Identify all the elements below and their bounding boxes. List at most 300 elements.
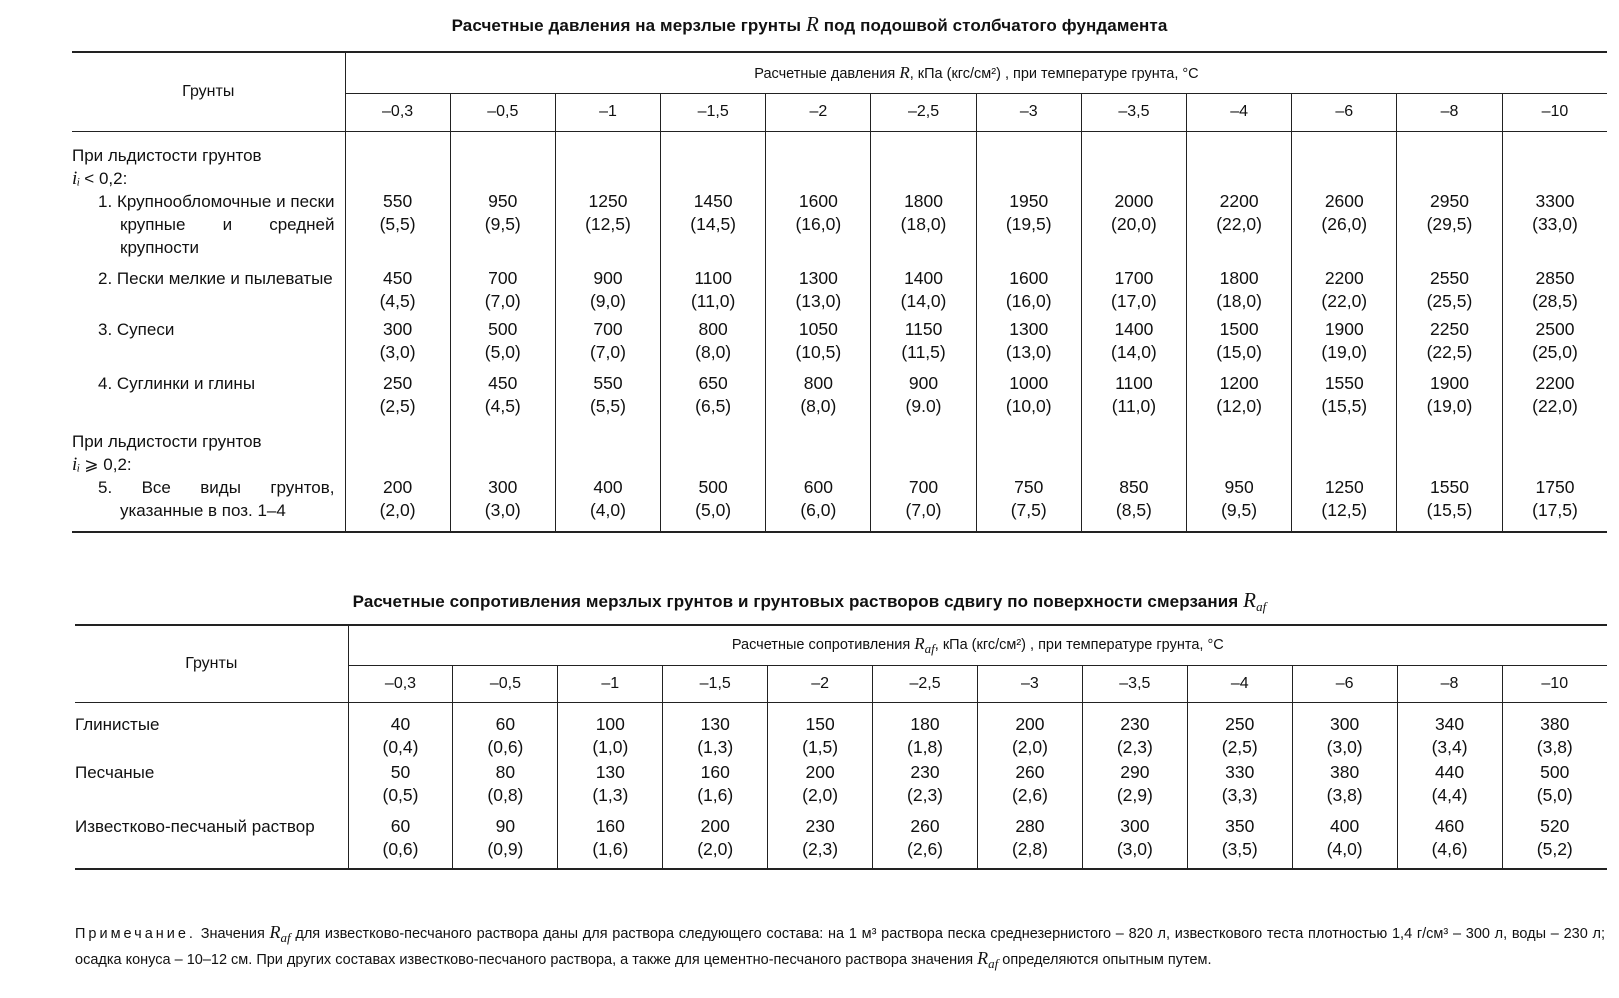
table-row xyxy=(75,759,1607,813)
value-kgs: (3,4) xyxy=(1431,736,1468,757)
value-kgs: (16,0) xyxy=(795,213,842,234)
group-row xyxy=(72,131,1607,190)
value-kpa: 1900 xyxy=(1324,318,1364,339)
value-kpa: 60 xyxy=(495,713,516,734)
value-kgs: (2,5) xyxy=(379,395,416,416)
value-kpa: 2550 xyxy=(1430,267,1469,288)
value-kpa: 2200 xyxy=(1324,267,1364,288)
value-kpa: 1000 xyxy=(1009,372,1049,393)
value-cell xyxy=(450,318,555,372)
value-kgs: (33,0) xyxy=(1532,213,1578,234)
table1-title-text: Расчетные давления на мерзлые грунты xyxy=(451,16,802,35)
table1-temp-header: –3 xyxy=(976,93,1081,131)
value-kgs: (14,5) xyxy=(690,213,737,234)
value-cell xyxy=(450,263,555,318)
value-cell xyxy=(871,372,976,424)
empty-cell xyxy=(871,131,976,190)
value-kpa: 380 xyxy=(1540,713,1570,734)
value-cell xyxy=(1502,813,1607,869)
value-kpa: 1250 xyxy=(588,190,628,211)
value-kgs: (16,0) xyxy=(1005,290,1052,311)
table1-temp-header: –2,5 xyxy=(871,93,976,131)
value-cell xyxy=(1502,702,1607,759)
value-cell xyxy=(1502,318,1607,372)
table2-temp-header: –8 xyxy=(1397,665,1502,702)
value-cell xyxy=(976,318,1081,372)
table1-temp-header: –1 xyxy=(555,93,660,131)
value-kgs: (3,0) xyxy=(379,341,416,362)
value-cell xyxy=(1187,318,1292,372)
value-kpa: 700 xyxy=(593,318,623,339)
value-cell xyxy=(1187,759,1292,813)
note-symbol: R xyxy=(269,922,281,942)
value-kgs: (4,5) xyxy=(379,290,416,311)
table2-title xyxy=(0,588,1619,615)
row-label xyxy=(72,190,345,263)
row-label-text: Глинистые xyxy=(75,714,160,734)
value-kgs: (0,9) xyxy=(487,838,524,859)
value-kpa: 260 xyxy=(910,815,940,836)
note-symbol-sub: af xyxy=(280,930,291,945)
value-cell xyxy=(1292,476,1397,532)
value-kpa: 1800 xyxy=(904,190,943,211)
value-kpa: 300 xyxy=(1120,815,1150,836)
value-kpa: 1300 xyxy=(798,267,838,288)
value-cell xyxy=(1081,476,1186,532)
table2-temp-header: –2,5 xyxy=(873,665,978,702)
value-cell xyxy=(345,190,450,263)
table2-temp-header: –0,5 xyxy=(453,665,558,702)
value-kgs: (11,5) xyxy=(901,341,946,362)
value-cell xyxy=(555,476,660,532)
value-kpa: 300 xyxy=(1330,713,1360,734)
empty-cell xyxy=(871,424,976,476)
empty-cell xyxy=(1292,424,1397,476)
value-kgs: (18,0) xyxy=(900,213,947,234)
empty-cell xyxy=(450,131,555,190)
value-kgs: (4,0) xyxy=(589,499,626,520)
value-kgs: (2,3) xyxy=(907,784,944,805)
value-kpa: 550 xyxy=(382,190,413,211)
group-label-line2 xyxy=(72,167,345,190)
value-cell xyxy=(768,759,873,813)
value-kpa: 1950 xyxy=(1009,190,1049,211)
value-kpa: 1600 xyxy=(798,190,838,211)
value-kgs: (4,5) xyxy=(484,395,521,416)
value-kgs: (1,0) xyxy=(592,736,629,757)
table1-temp-header: –4 xyxy=(1187,93,1292,131)
value-cell xyxy=(661,318,766,372)
value-kpa: 1550 xyxy=(1430,476,1469,497)
value-cell xyxy=(661,476,766,532)
value-kgs: (4,4) xyxy=(1431,784,1468,805)
empty-cell xyxy=(555,131,660,190)
value-kgs: (1,3) xyxy=(697,736,734,757)
note-text-1: Значения xyxy=(200,926,265,942)
table1-header-post: , кПа (кгс/см²) , при температуре грунта, °С xyxy=(909,65,1199,82)
value-kgs: (25,5) xyxy=(1426,290,1473,311)
value-kgs: (10,0) xyxy=(1005,395,1052,416)
value-cell xyxy=(1397,759,1502,813)
value-kgs: (8,5) xyxy=(1115,499,1152,520)
value-kpa: 150 xyxy=(805,713,835,734)
value-cell xyxy=(453,813,558,869)
value-kgs: (26,0) xyxy=(1321,213,1368,234)
value-kgs: (2,3) xyxy=(802,838,839,859)
value-kgs: (5,0) xyxy=(1536,784,1573,805)
value-kgs: (11,0) xyxy=(690,290,736,311)
value-kgs: (3,3) xyxy=(1221,784,1258,805)
value-kpa: 3300 xyxy=(1535,190,1575,211)
row-label xyxy=(72,263,345,318)
value-cell xyxy=(345,318,450,372)
value-kpa: 400 xyxy=(1330,815,1360,836)
value-kgs: (1,6) xyxy=(592,838,629,859)
value-kgs: (3,5) xyxy=(1221,838,1258,859)
value-kgs: (2,0) xyxy=(1011,736,1048,757)
value-kgs: (8,0) xyxy=(800,395,837,416)
value-cell xyxy=(1292,263,1397,318)
value-cell xyxy=(1187,702,1292,759)
value-kpa: 1200 xyxy=(1219,372,1259,393)
value-cell xyxy=(450,476,555,532)
value-cell xyxy=(1187,813,1292,869)
table1-title-symbol: R xyxy=(806,12,819,36)
value-cell xyxy=(871,318,976,372)
value-cell xyxy=(661,263,766,318)
empty-cell xyxy=(661,424,766,476)
table1-temp-header: –0,5 xyxy=(450,93,555,131)
table1-header-main xyxy=(345,52,1607,93)
value-kgs: (19,0) xyxy=(1321,341,1368,362)
value-kpa: 700 xyxy=(908,476,939,497)
value-cell xyxy=(768,813,873,869)
value-kpa: 230 xyxy=(910,761,940,782)
table-row xyxy=(72,318,1607,372)
row-label-text: Известково-песчаный раствор xyxy=(75,816,315,836)
row-label-text: 4. Суглинки и глины xyxy=(98,373,256,393)
value-kpa: 1750 xyxy=(1535,476,1575,497)
table2-temp-header: –6 xyxy=(1292,665,1397,702)
table1-temp-header: –2 xyxy=(766,93,871,131)
value-kgs: (2,0) xyxy=(697,838,734,859)
table-row xyxy=(72,372,1607,424)
value-cell xyxy=(873,759,978,813)
value-cell xyxy=(558,702,663,759)
value-kpa: 90 xyxy=(495,815,516,836)
value-cell xyxy=(1081,190,1186,263)
value-kpa: 1250 xyxy=(1324,476,1364,497)
note xyxy=(75,922,1605,974)
value-kgs: (12,0) xyxy=(1216,395,1262,416)
value-kpa: 500 xyxy=(1540,761,1570,782)
value-kgs: (7,5) xyxy=(1010,499,1047,520)
table2-title-sub: af xyxy=(1256,599,1267,614)
value-kgs: (1,6) xyxy=(697,784,734,805)
row-label xyxy=(75,702,348,759)
table1-temp-header: –6 xyxy=(1292,93,1397,131)
value-cell xyxy=(1081,372,1186,424)
value-kgs: (7,0) xyxy=(589,341,626,362)
value-kpa: 520 xyxy=(1540,815,1570,836)
row-label xyxy=(75,759,348,813)
value-cell xyxy=(661,190,766,263)
value-cell xyxy=(453,702,558,759)
value-kgs: (1,8) xyxy=(907,736,944,757)
value-cell xyxy=(558,813,663,869)
value-kgs: (9,5) xyxy=(1221,499,1258,520)
value-kpa: 1100 xyxy=(694,267,732,288)
value-kpa: 330 xyxy=(1225,761,1255,782)
value-cell xyxy=(1397,372,1502,424)
value-kpa: 300 xyxy=(488,476,518,497)
value-kgs: (2,0) xyxy=(802,784,839,805)
value-kpa: 350 xyxy=(1225,815,1255,836)
value-cell xyxy=(663,759,768,813)
table2-header-symbol: R xyxy=(914,633,925,653)
value-cell xyxy=(555,372,660,424)
value-kpa: 650 xyxy=(698,372,728,393)
value-kgs: (12,5) xyxy=(585,213,631,234)
value-cell xyxy=(976,263,1081,318)
group-label-symbol: iᵢ xyxy=(72,453,81,475)
table-row xyxy=(75,813,1607,869)
value-kpa: 900 xyxy=(908,372,939,393)
value-cell xyxy=(977,813,1082,869)
table2-temp-header: –1,5 xyxy=(663,665,768,702)
value-kpa: 280 xyxy=(1015,815,1045,836)
table2-header-sub: af xyxy=(924,640,935,656)
row-label xyxy=(72,318,345,372)
value-kpa: 2500 xyxy=(1535,318,1575,339)
table2-temp-header: –3 xyxy=(977,665,1082,702)
value-cell xyxy=(1082,759,1187,813)
value-kpa: 1800 xyxy=(1219,267,1259,288)
value-cell xyxy=(1502,759,1607,813)
value-cell xyxy=(1187,190,1292,263)
value-kgs: (4,0) xyxy=(1326,838,1363,859)
value-kgs: (18,0) xyxy=(1216,290,1262,311)
value-kgs: (4,6) xyxy=(1431,838,1468,859)
value-kgs: (28,5) xyxy=(1532,290,1578,311)
value-kpa: 1550 xyxy=(1324,372,1364,393)
value-cell xyxy=(1187,263,1292,318)
row-label xyxy=(75,813,348,869)
empty-cell xyxy=(1292,131,1397,190)
value-kpa: 600 xyxy=(803,476,833,497)
value-kgs: (9,0) xyxy=(589,290,626,311)
empty-cell xyxy=(1502,131,1607,190)
table2-temp-header: –1 xyxy=(558,665,663,702)
value-kpa: 450 xyxy=(488,372,518,393)
value-cell xyxy=(1292,759,1397,813)
value-kgs: (15,0) xyxy=(1216,341,1262,362)
value-cell xyxy=(1082,702,1187,759)
row-label-text: 5. Все виды грунтов, указанные в поз. 1–4 xyxy=(98,477,335,520)
empty-cell xyxy=(1502,424,1607,476)
value-kpa: 440 xyxy=(1434,761,1465,782)
empty-cell xyxy=(450,424,555,476)
empty-cell xyxy=(766,131,871,190)
value-kgs: (2,8) xyxy=(1011,838,1048,859)
table-row xyxy=(72,263,1607,318)
value-cell xyxy=(873,813,978,869)
table1-header-pre: Расчетные давления xyxy=(754,65,896,82)
value-kpa: 300 xyxy=(382,318,413,339)
value-kgs: (9.0) xyxy=(905,395,942,416)
value-kpa: 40 xyxy=(390,713,411,734)
value-kpa: 2950 xyxy=(1430,190,1469,211)
table1-temp-header: –8 xyxy=(1397,93,1502,131)
value-kgs: (10,5) xyxy=(795,341,842,362)
value-cell xyxy=(873,702,978,759)
value-cell xyxy=(453,759,558,813)
table1-title-text-end: под подошвой столбчатого фундамента xyxy=(823,16,1168,35)
value-kpa: 100 xyxy=(595,713,625,734)
row-label-text: Песчаные xyxy=(75,762,155,782)
value-cell xyxy=(1397,318,1502,372)
note-symbol-sub-2: af xyxy=(988,956,999,971)
table2-header-post: , кПа (кгс/см²) , при температуре грунта, °С xyxy=(934,636,1224,653)
value-cell xyxy=(450,372,555,424)
value-kpa: 1050 xyxy=(798,318,838,339)
value-kpa: 160 xyxy=(595,815,625,836)
note-text-3: определяются опытным путем. xyxy=(1002,952,1212,968)
value-kpa: 200 xyxy=(805,761,835,782)
value-kgs: (15,5) xyxy=(1321,395,1368,416)
value-cell xyxy=(450,190,555,263)
value-kpa: 1600 xyxy=(1009,267,1049,288)
value-kpa: 160 xyxy=(700,761,730,782)
table2-temp-header: –4 xyxy=(1187,665,1292,702)
value-cell xyxy=(1292,372,1397,424)
value-kgs: (2,6) xyxy=(1011,784,1048,805)
table1-temp-header: –10 xyxy=(1502,93,1607,131)
value-cell xyxy=(976,372,1081,424)
empty-cell xyxy=(1187,424,1292,476)
value-kgs: (22,0) xyxy=(1321,290,1368,311)
group-label xyxy=(72,131,345,190)
value-cell xyxy=(766,190,871,263)
value-cell xyxy=(977,702,1082,759)
value-cell xyxy=(558,759,663,813)
value-kgs: (3,8) xyxy=(1326,784,1363,805)
empty-cell xyxy=(661,131,766,190)
table2-header-main xyxy=(348,625,1607,665)
value-cell xyxy=(1397,476,1502,532)
row-label xyxy=(72,372,345,424)
value-kpa: 700 xyxy=(488,267,518,288)
note-text-2: для известково-песчаного раствора даны для раствора следующего состава: на 1 м³ раствора песка среднезернистого – 820 л, известкового теста плотностью 1,4 г/см³ – 300 л, воды – 230 л; осадка конуса – 10–12 см. При других составах известково-песчаного раствора, а также для цементно-песчаного раствора значения xyxy=(75,926,1605,968)
value-cell xyxy=(345,372,450,424)
table2-title-symbol: R xyxy=(1243,588,1257,612)
value-kpa: 200 xyxy=(382,476,413,497)
empty-cell xyxy=(345,424,450,476)
empty-cell xyxy=(1081,131,1186,190)
value-kpa: 1450 xyxy=(693,190,733,211)
value-kpa: 2850 xyxy=(1535,267,1575,288)
value-kpa: 60 xyxy=(390,815,411,836)
value-kgs: (2,0) xyxy=(379,499,416,520)
value-kpa: 1900 xyxy=(1430,372,1469,393)
value-kgs: (14,0) xyxy=(900,290,947,311)
empty-cell xyxy=(555,424,660,476)
value-cell xyxy=(1187,372,1292,424)
group-label xyxy=(72,424,345,476)
table2-temp-header: –2 xyxy=(768,665,873,702)
row-label-text: 2. Пески мелкие и пылеватые xyxy=(98,268,333,288)
group-label-symbol: iᵢ xyxy=(72,167,81,189)
group-label-line1: При льдистости грунтов xyxy=(72,145,262,165)
value-cell xyxy=(977,759,1082,813)
value-cell xyxy=(1187,476,1292,532)
value-kgs: (6,5) xyxy=(695,395,732,416)
table2-header-pre: Расчетные сопротивления xyxy=(731,636,911,653)
value-kgs: (19,5) xyxy=(1005,213,1052,234)
value-kgs: (13,0) xyxy=(1005,341,1052,362)
value-kpa: 450 xyxy=(382,267,413,288)
value-kpa: 460 xyxy=(1434,815,1465,836)
value-kpa: 260 xyxy=(1015,761,1045,782)
value-kpa: 200 xyxy=(700,815,730,836)
value-kgs: (1,3) xyxy=(592,784,629,805)
value-kpa: 230 xyxy=(805,815,835,836)
value-cell xyxy=(1081,263,1186,318)
value-kpa: 800 xyxy=(803,372,833,393)
value-kgs: (3,0) xyxy=(484,499,521,520)
value-kpa: 2200 xyxy=(1219,190,1259,211)
value-cell xyxy=(1081,318,1186,372)
value-kgs: (0,8) xyxy=(487,784,524,805)
value-kgs: (22,0) xyxy=(1532,395,1578,416)
value-kpa: 550 xyxy=(593,372,623,393)
value-kgs: (17,0) xyxy=(1111,290,1157,311)
value-kpa: 50 xyxy=(390,761,411,782)
table1-temp-header: –3,5 xyxy=(1081,93,1186,131)
value-cell xyxy=(1292,813,1397,869)
group-label-line1: При льдистости грунтов xyxy=(72,431,262,451)
value-kpa: 2000 xyxy=(1114,190,1154,211)
value-cell xyxy=(661,372,766,424)
value-kgs: (3,0) xyxy=(1326,736,1363,757)
value-cell xyxy=(766,263,871,318)
value-kpa: 340 xyxy=(1434,713,1465,734)
value-cell xyxy=(1292,318,1397,372)
table-row xyxy=(72,190,1607,263)
row-label-text: 1. Крупнообломочные и пески крупные и средней крупности xyxy=(98,191,335,257)
table-row xyxy=(72,476,1607,532)
table2-title-text: Расчетные сопротивления мерзлых грунтов и грунтовых растворов сдвигу по поверхности смерзания xyxy=(352,592,1239,611)
value-cell xyxy=(768,702,873,759)
value-kgs: (3,0) xyxy=(1116,838,1153,859)
value-kgs: (14,0) xyxy=(1111,341,1157,362)
value-cell xyxy=(871,263,976,318)
value-kpa: 1400 xyxy=(1114,318,1154,339)
value-cell xyxy=(1292,702,1397,759)
value-kgs: (5,2) xyxy=(1536,838,1573,859)
table-row xyxy=(75,702,1607,759)
value-kgs: (6,0) xyxy=(800,499,837,520)
value-cell xyxy=(345,476,450,532)
value-kgs: (1,5) xyxy=(802,736,839,757)
value-cell xyxy=(348,813,453,869)
value-cell xyxy=(1397,813,1502,869)
value-kpa: 800 xyxy=(698,318,728,339)
value-kpa: 2600 xyxy=(1324,190,1364,211)
value-kgs: (0,6) xyxy=(487,736,524,757)
value-kpa: 900 xyxy=(593,267,623,288)
value-kpa: 80 xyxy=(495,761,516,782)
